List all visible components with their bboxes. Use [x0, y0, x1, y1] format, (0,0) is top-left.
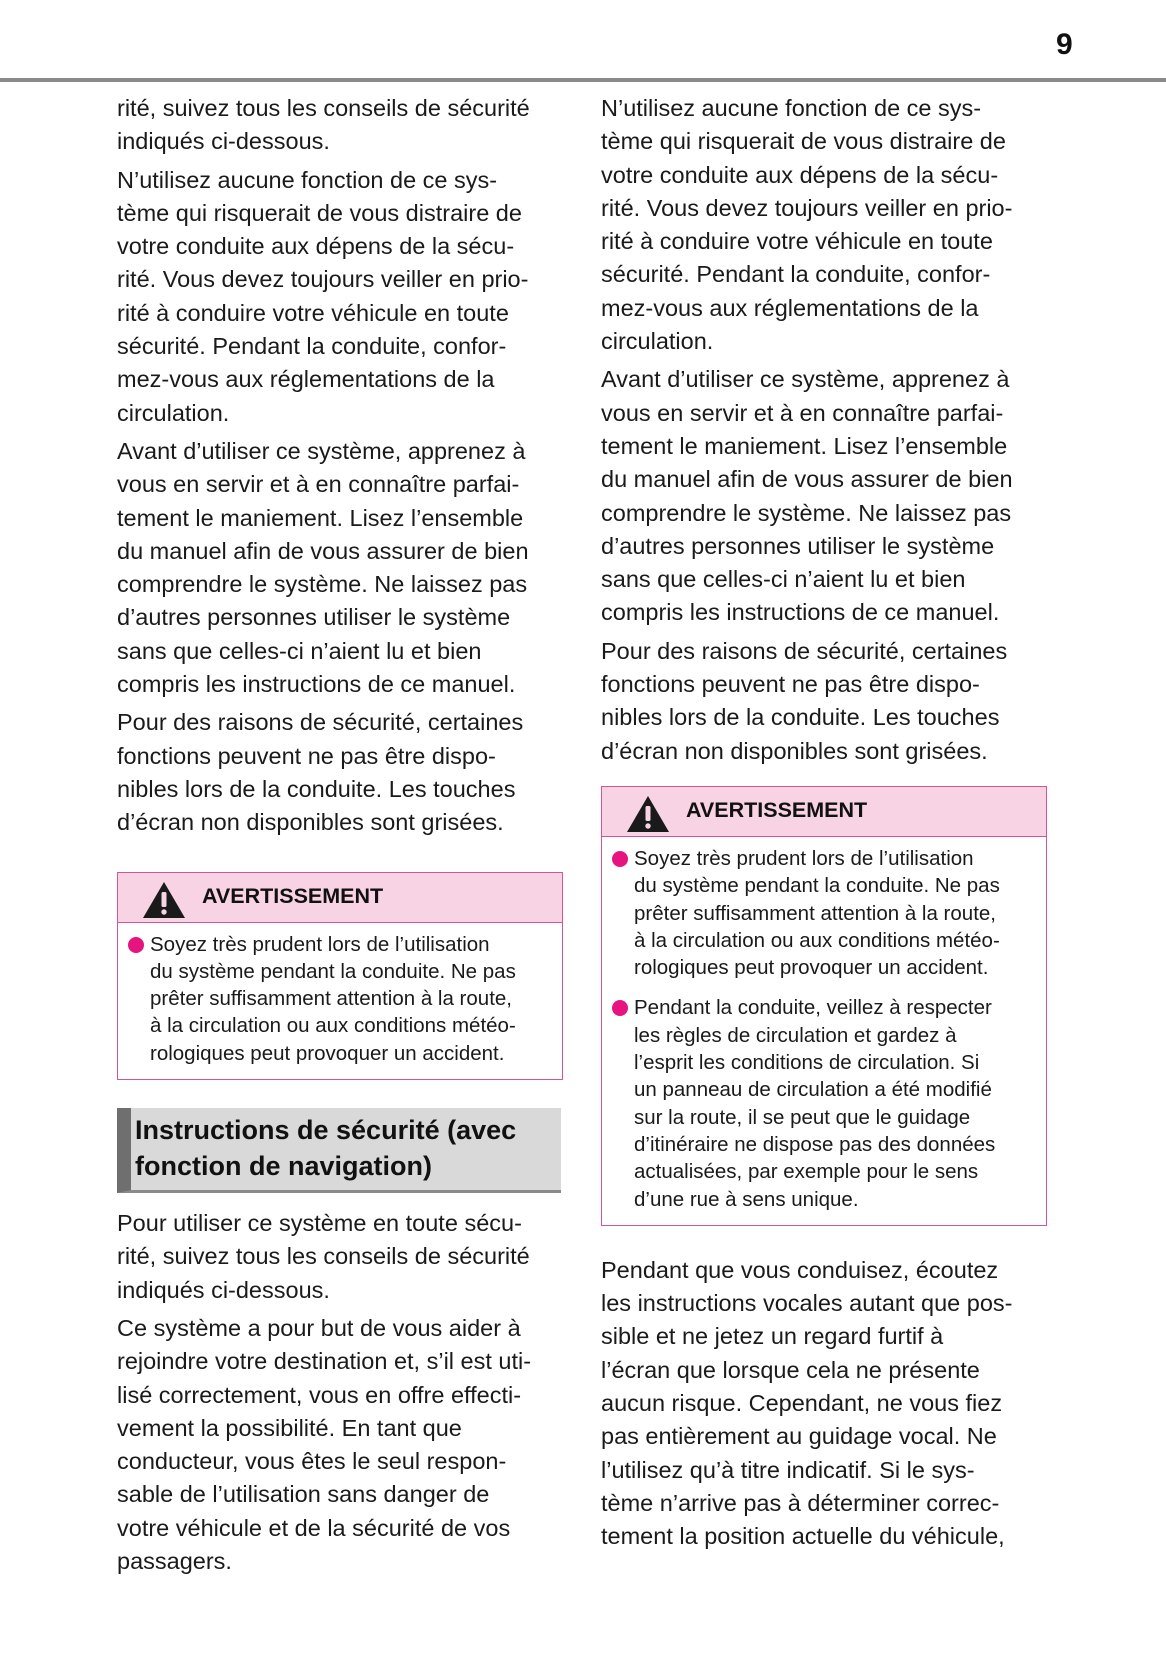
- text-line: Instructions de sécurité (avec: [135, 1115, 517, 1146]
- text-line: fonctions peuvent ne pas être dispo-: [117, 742, 496, 769]
- text-line: compris les instructions de ce manuel.: [601, 599, 1000, 626]
- text-line: Pendant la conduite, veillez à respecter: [634, 996, 992, 1020]
- left-column: [117, 92, 557, 1583]
- text-line: Pour des raisons de sécurité, certaines: [117, 709, 524, 736]
- text-line: Pendant que vous conduisez, écoutez: [601, 1256, 999, 1283]
- warning-box: [117, 872, 563, 1080]
- text-line: tement le maniement. Lisez l’ensemble: [601, 432, 1008, 459]
- paragraph: [601, 92, 1041, 358]
- paragraph: [117, 1312, 557, 1578]
- text-line: pas entièrement au guidage vocal. Ne: [601, 1423, 997, 1450]
- text-line: rejoindre votre destination et, s’il est uti-: [117, 1348, 532, 1375]
- paragraph: [601, 1254, 1041, 1554]
- text-line: d’écran non disponibles sont grisées.: [601, 737, 988, 764]
- text-line: circulation.: [117, 399, 230, 426]
- text-line: votre conduite aux dépens de la sécu-: [117, 233, 515, 260]
- warning-bullet: [612, 994, 1032, 1212]
- bullet-dot-icon: [128, 937, 144, 953]
- text-line: mez-vous aux réglementations de la: [601, 294, 979, 321]
- paragraph: [117, 1207, 557, 1307]
- text-line: indiqués ci-dessous.: [117, 128, 330, 155]
- bullet-text: [150, 931, 548, 1067]
- text-line: rologiques peut provoquer un accident.: [150, 1041, 505, 1065]
- text-line: sécurité. Pendant la conduite, confor-: [117, 333, 507, 360]
- text-line: d’autres personnes utiliser le système: [601, 532, 995, 559]
- text-line: l’esprit les conditions de circulation. Si: [634, 1051, 980, 1075]
- paragraph: [117, 435, 557, 701]
- text-line: Ce système a pour but de vous aider à: [117, 1314, 521, 1341]
- bullet-dot-icon: [612, 851, 628, 867]
- text-line: tème qui risquerait de vous distraire de: [117, 199, 522, 226]
- section-heading: [117, 1108, 561, 1193]
- right-column: [601, 92, 1041, 1558]
- text-line: indiqués ci-dessous.: [117, 1276, 330, 1303]
- text-line: Avant d’utiliser ce système, apprenez à: [601, 366, 1010, 393]
- warning-triangle-icon: [626, 795, 670, 833]
- text-line: actualisées, par exemple pour le sens: [634, 1160, 979, 1184]
- text-line: du manuel afin de vous assurer de bien: [117, 537, 529, 564]
- text-line: vous en servir et à en connaître parfai-: [117, 471, 520, 498]
- text-line: rologiques peut provoquer un accident.: [634, 956, 989, 980]
- text-line: nibles lors de la conduite. Les touches: [117, 775, 516, 802]
- text-line: rité. Vous devez toujours veiller en prio-: [117, 266, 529, 293]
- text-line: rité à conduire votre véhicule en toute: [601, 228, 993, 255]
- warning-body: [118, 923, 562, 1079]
- text-line: les instructions vocales autant que pos-: [601, 1290, 1013, 1317]
- warning-triangle-icon: [142, 881, 186, 919]
- text-line: fonction de navigation): [135, 1151, 432, 1182]
- text-line: conducteur, vous êtes le seul respon-: [117, 1448, 507, 1475]
- bullet-text: [634, 994, 1032, 1212]
- text-line: d’autres personnes utiliser le système: [117, 604, 511, 631]
- header-rule: [0, 78, 1166, 82]
- paragraph: [601, 363, 1041, 629]
- text-line: fonctions peuvent ne pas être dispo-: [601, 671, 980, 698]
- text-line: sur la route, il se peut que le guidage: [634, 1105, 971, 1129]
- text-line: sible et ne jetez un regard furtif à: [601, 1323, 944, 1350]
- text-line: comprendre le système. Ne laissez pas: [601, 499, 1012, 526]
- text-line: N’utilisez aucune fonction de ce sys-: [117, 166, 498, 193]
- text-line: les règles de circulation et gardez à: [634, 1023, 957, 1047]
- text-line: Soyez très prudent lors de l’utilisation: [150, 932, 490, 956]
- text-line: Avant d’utiliser ce système, apprenez à: [117, 437, 526, 464]
- text-line: du système pendant la conduite. Ne pas: [150, 959, 516, 983]
- text-line: N’utilisez aucune fonction de ce sys-: [601, 95, 982, 121]
- text-line: rité à conduire votre véhicule en toute: [117, 299, 509, 326]
- section-title: [135, 1112, 551, 1184]
- text-line: rité, suivez tous les conseils de sécurité: [117, 1243, 530, 1270]
- text-line: tème n’arrive pas à déterminer correc-: [601, 1489, 1000, 1516]
- text-line: passagers.: [117, 1547, 232, 1574]
- text-line: votre conduite aux dépens de la sécu-: [601, 161, 999, 188]
- paragraph: [117, 164, 557, 430]
- warning-header: [118, 873, 562, 923]
- text-line: aucun risque. Cependant, ne vous fiez: [601, 1389, 1003, 1416]
- text-line: sécurité. Pendant la conduite, confor-: [601, 261, 991, 288]
- paragraph: [117, 92, 557, 159]
- text-line: à la circulation ou aux conditions météo-: [634, 928, 1000, 952]
- text-line: circulation.: [601, 328, 714, 355]
- text-line: vement la possibilité. En tant que: [117, 1414, 462, 1441]
- text-line: du manuel afin de vous assurer de bien: [601, 466, 1013, 493]
- text-line: Pour utiliser ce système en toute sécu-: [117, 1210, 522, 1237]
- text-line: prêter suffisamment attention à la route,: [150, 987, 512, 1011]
- text-line: l’écran que lorsque cela ne présente: [601, 1356, 980, 1383]
- text-line: tème qui risquerait de vous distraire de: [601, 128, 1006, 155]
- text-line: Soyez très prudent lors de l’utilisation: [634, 846, 974, 870]
- text-line: vous en servir et à en connaître parfai-: [601, 399, 1004, 426]
- text-line: l’utilisez qu’à titre indicatif. Si le sys-: [601, 1456, 975, 1483]
- text-line: rité. Vous devez toujours veiller en prio-: [601, 194, 1013, 221]
- text-line: Pour des raisons de sécurité, certaines: [601, 637, 1008, 664]
- text-line: votre véhicule et de la sécurité de vos: [117, 1514, 511, 1541]
- text-line: sans que celles-ci n’aient lu et bien: [601, 566, 966, 593]
- text-line: nibles lors de la conduite. Les touches: [601, 704, 1000, 731]
- text-line: prêter suffisamment attention à la route,: [634, 901, 996, 925]
- text-line: d’une rue à sens unique.: [634, 1187, 859, 1211]
- warning-box: [601, 786, 1047, 1226]
- text-line: à la circulation ou aux conditions météo-: [150, 1014, 516, 1038]
- text-line: rité, suivez tous les conseils de sécurité: [117, 95, 530, 121]
- text-line: tement la position actuelle du véhicule,: [601, 1523, 1005, 1550]
- warning-header: [602, 787, 1046, 837]
- bullet-dot-icon: [612, 1000, 628, 1016]
- text-line: sable de l’utilisation sans danger de: [117, 1481, 490, 1508]
- text-line: d’itinéraire ne dispose pas des données: [634, 1132, 996, 1156]
- warning-title: AVERTISSEMENT: [686, 797, 868, 822]
- bullet-text: [634, 845, 1032, 981]
- warning-bullet: [612, 845, 1032, 981]
- paragraph: [117, 706, 557, 839]
- text-line: du système pendant la conduite. Ne pas: [634, 874, 1000, 898]
- text-line: un panneau de circulation a été modifié: [634, 1078, 992, 1102]
- warning-body: [602, 837, 1046, 1225]
- warning-title: AVERTISSEMENT: [202, 883, 384, 908]
- text-line: compris les instructions de ce manuel.: [117, 671, 516, 698]
- text-line: tement le maniement. Lisez l’ensemble: [117, 504, 524, 531]
- page-number: 9: [1056, 28, 1073, 61]
- text-line: mez-vous aux réglementations de la: [117, 366, 495, 393]
- paragraph: [601, 635, 1041, 768]
- text-line: comprendre le système. Ne laissez pas: [117, 571, 528, 598]
- text-line: d’écran non disponibles sont grisées.: [117, 809, 504, 836]
- warning-bullet: [128, 931, 548, 1067]
- text-line: sans que celles-ci n’aient lu et bien: [117, 637, 482, 664]
- text-line: lisé correctement, vous en offre effecti-: [117, 1381, 522, 1408]
